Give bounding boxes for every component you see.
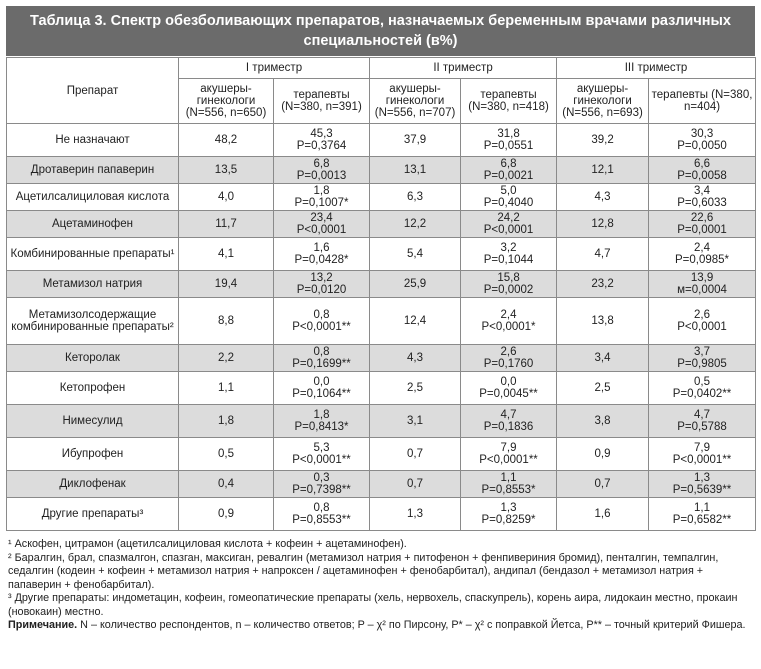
obgyn-value: 48,2 <box>179 124 274 157</box>
therapist-cell <box>649 438 756 471</box>
footnotes <box>8 538 753 633</box>
table-row <box>7 345 756 372</box>
obgyn-value: 2,2 <box>179 345 274 372</box>
p-value: P=0,6033 <box>677 197 727 209</box>
therapist-value: 0,8 <box>313 309 330 321</box>
obgyn-value: 13,1 <box>370 157 461 184</box>
trimester-2-header: II триместр <box>370 58 557 79</box>
therapist-cell <box>649 471 756 498</box>
drug-name: Диклофенак <box>7 471 179 498</box>
p-value: P=0,1699** <box>292 358 351 370</box>
therapist-cell <box>274 211 370 238</box>
obgyn-value: 0,7 <box>370 471 461 498</box>
obgyn-value: 6,3 <box>370 184 461 211</box>
therapist-cell <box>649 405 756 438</box>
obgyn-value: 3,4 <box>557 345 649 372</box>
analgesics-table <box>6 57 756 531</box>
therapist-value: 13,9 <box>690 272 714 284</box>
therapist-cell <box>649 298 756 345</box>
therapist-value: 6,6 <box>694 158 711 170</box>
obgyn-value: 0,9 <box>557 438 649 471</box>
remark-label: Примечание. <box>8 619 78 631</box>
drug-name: Нимесулид <box>7 405 179 438</box>
obgyn-value: 23,2 <box>557 271 649 298</box>
therapist-value: 45,3 <box>310 128 333 140</box>
therapist-value: 4,7 <box>694 409 711 421</box>
therapist-cell <box>274 238 370 271</box>
p-value: P=0,1064** <box>292 388 351 400</box>
p-value: P=0,0120 <box>296 284 347 296</box>
obgyn-value: 4,3 <box>370 345 461 372</box>
therapist-cell <box>461 471 557 498</box>
subcol-header: терапевты (N=380, n=391) <box>274 79 370 124</box>
therapist-value: 0,0 <box>313 376 330 388</box>
obgyn-value: 37,9 <box>370 124 461 157</box>
therapist-value: 1,1 <box>694 502 711 514</box>
therapist-value: 0,8 <box>313 346 330 358</box>
drug-header: Препарат <box>7 58 179 124</box>
p-value: P=0,0402** <box>672 388 732 400</box>
obgyn-value: 4,7 <box>557 238 649 271</box>
drug-name: Не назначают <box>7 124 179 157</box>
p-value: P=0,8553* <box>481 484 536 496</box>
therapist-cell <box>461 271 557 298</box>
therapist-cell <box>649 345 756 372</box>
obgyn-value: 2,5 <box>557 372 649 405</box>
p-value: P=0,0428* <box>294 254 349 266</box>
p-value: P=0,0985* <box>675 254 730 266</box>
therapist-value: 3,4 <box>694 185 711 197</box>
p-value: P<0,0001* <box>481 321 536 333</box>
therapist-value: 15,8 <box>497 272 520 284</box>
p-value: P=0,7398** <box>292 484 351 496</box>
therapist-cell <box>274 405 370 438</box>
therapist-value: 2,4 <box>694 242 711 254</box>
p-value: P=0,0551 <box>483 140 534 152</box>
drug-name: Ибупрофен <box>7 438 179 471</box>
trimester-1-header: I триместр <box>179 58 370 79</box>
drug-name: Комбинированные препараты¹ <box>7 238 179 271</box>
therapist-cell <box>274 298 370 345</box>
table-row <box>7 405 756 438</box>
therapist-value: 23,4 <box>310 212 333 224</box>
obgyn-value: 1,8 <box>179 405 274 438</box>
therapist-cell <box>461 184 557 211</box>
subcol-header: терапевты (N=380, n=418) <box>461 79 557 124</box>
therapist-value: 7,9 <box>694 442 711 454</box>
therapist-value: 31,8 <box>497 128 520 140</box>
therapist-value: 0,3 <box>313 472 330 484</box>
table-row <box>7 372 756 405</box>
subcol-header: акушеры-гинекологи (N=556, n=707) <box>370 79 461 124</box>
therapist-cell <box>274 498 370 531</box>
obgyn-value: 1,6 <box>557 498 649 531</box>
obgyn-value: 39,2 <box>557 124 649 157</box>
therapist-value: 1,3 <box>694 472 711 484</box>
therapist-cell <box>461 345 557 372</box>
obgyn-value: 3,1 <box>370 405 461 438</box>
therapist-cell <box>461 298 557 345</box>
therapist-value: 2,6 <box>500 346 517 358</box>
obgyn-value: 12,2 <box>370 211 461 238</box>
drug-name: Кетопрофен <box>7 372 179 405</box>
obgyn-value: 0,4 <box>179 471 274 498</box>
p-value: P<0,0001** <box>479 454 538 466</box>
drug-name: Ацетаминофен <box>7 211 179 238</box>
obgyn-value: 0,5 <box>179 438 274 471</box>
obgyn-value: 13,5 <box>179 157 274 184</box>
drug-name: Кеторолак <box>7 345 179 372</box>
therapist-value: 1,6 <box>313 242 330 254</box>
therapist-cell <box>274 184 370 211</box>
p-value: P=0,8553** <box>292 514 351 526</box>
therapist-value: 0,5 <box>694 376 711 388</box>
therapist-value: 4,7 <box>500 409 517 421</box>
p-value: P=0,3764 <box>296 140 347 152</box>
obgyn-value: 12,4 <box>370 298 461 345</box>
p-value: P=0,0002 <box>483 284 534 296</box>
therapist-value: 1,8 <box>313 185 330 197</box>
therapist-value: 2,4 <box>500 309 517 321</box>
therapist-cell <box>649 124 756 157</box>
therapist-value: 5,0 <box>500 185 517 197</box>
obgyn-value: 12,1 <box>557 157 649 184</box>
therapist-value: 24,2 <box>497 212 520 224</box>
therapist-cell <box>649 238 756 271</box>
therapist-value: 0,8 <box>313 502 330 514</box>
p-value: P=0,6582** <box>672 514 732 526</box>
subcol-header: акушеры-гинекологи (N=556, n=693) <box>557 79 649 124</box>
p-value: P=0,8259* <box>481 514 536 526</box>
drug-name: Другие препараты³ <box>7 498 179 531</box>
therapist-cell <box>461 238 557 271</box>
drug-name: Дротаверин папаверин <box>7 157 179 184</box>
therapist-cell <box>649 271 756 298</box>
table-row <box>7 157 756 184</box>
p-value: P=0,0001 <box>677 224 727 236</box>
table-row <box>7 211 756 238</box>
p-value: P<0,0001 <box>296 224 347 236</box>
table-row <box>7 471 756 498</box>
therapist-value: 5,3 <box>313 442 330 454</box>
therapist-cell <box>649 157 756 184</box>
therapist-cell <box>461 124 557 157</box>
table-row <box>7 184 756 211</box>
therapist-value: 30,3 <box>690 128 714 140</box>
p-value: P=0,4040 <box>483 197 534 209</box>
therapist-cell <box>461 157 557 184</box>
therapist-cell <box>461 438 557 471</box>
footnote: ² Баралгин, брал, спазмалгон, спазган, максиган, ревалгин (метамизол натрия + питофенон + фенпивериния бромид), пенталгин, темпалгин, седалгин (кодеин + кофеин + метамизол натрия + напроксен / ацетаминофен + фенобарбитал), андипал (бендазол + метамизол натрия + папаверин + фенобарбитал). <box>8 551 719 591</box>
obgyn-value: 4,3 <box>557 184 649 211</box>
p-value: P=0,0013 <box>296 170 347 182</box>
table-row <box>7 498 756 531</box>
therapist-value: 6,8 <box>313 158 330 170</box>
remark-text: N – количество респондентов, n – количество ответов; P – χ² по Пирсону, P* – χ² с поправкой Йетса, P** – точный критерий Фишера. <box>80 619 746 631</box>
subcol-header: терапевты (N=380, n=404) <box>649 79 756 124</box>
therapist-cell <box>461 405 557 438</box>
subcol-header: акушеры-гинекологи (N=556, n=650) <box>179 79 274 124</box>
table-row <box>7 271 756 298</box>
therapist-value: 1,8 <box>313 409 330 421</box>
therapist-value: 13,2 <box>310 272 333 284</box>
therapist-cell <box>461 211 557 238</box>
p-value: P<0,0001 <box>677 321 727 333</box>
table-row <box>7 438 756 471</box>
therapist-value: 6,8 <box>500 158 517 170</box>
p-value: P=0,8413* <box>294 421 349 433</box>
table-row <box>7 238 756 271</box>
therapist-cell <box>274 271 370 298</box>
obgyn-value: 19,4 <box>179 271 274 298</box>
therapist-value: 2,6 <box>694 309 711 321</box>
p-value: P=0,0045** <box>479 388 538 400</box>
therapist-value: 1,3 <box>500 502 517 514</box>
p-value: P=0,0058 <box>677 170 727 182</box>
obgyn-value: 3,8 <box>557 405 649 438</box>
therapist-cell <box>274 471 370 498</box>
obgyn-value: 25,9 <box>370 271 461 298</box>
therapist-cell <box>274 124 370 157</box>
therapist-value: 3,7 <box>694 346 711 358</box>
trimester-3-header: III триместр <box>557 58 756 79</box>
p-value: P<0,0001** <box>672 454 732 466</box>
p-value: P=0,1760 <box>483 358 534 370</box>
obgyn-value: 2,5 <box>370 372 461 405</box>
therapist-value: 7,9 <box>500 442 517 454</box>
remark <box>8 619 753 633</box>
obgyn-value: 1,3 <box>370 498 461 531</box>
therapist-cell <box>461 498 557 531</box>
footnote: ³ Другие препараты: индометацин, кофеин, гомеопатические препараты (хель, нервохель, спаскупрель), корень аира, лидокаин местно, прокаин (новокаин) местно. <box>8 592 738 618</box>
p-value: P=0,9805 <box>677 358 727 370</box>
therapist-cell <box>461 372 557 405</box>
obgyn-value: 1,1 <box>179 372 274 405</box>
obgyn-value: 4,1 <box>179 238 274 271</box>
therapist-cell <box>274 157 370 184</box>
obgyn-value: 4,0 <box>179 184 274 211</box>
therapist-cell <box>274 438 370 471</box>
therapist-cell <box>649 211 756 238</box>
p-value: P<0,0001 <box>483 224 534 236</box>
p-value: м=0,0004 <box>677 284 727 296</box>
therapist-cell <box>274 372 370 405</box>
p-value: P=0,1836 <box>483 421 534 433</box>
table-row <box>7 298 756 345</box>
obgyn-value: 5,4 <box>370 238 461 271</box>
footnote: ¹ Аскофен, цитрамон (ацетилсалициловая кислота + кофеин + ацетаминофен). <box>8 538 407 550</box>
therapist-value: 3,2 <box>500 242 517 254</box>
drug-name: Метамизолсодержащие комбинированные препараты² <box>7 298 179 345</box>
p-value: P=0,0021 <box>483 170 534 182</box>
drug-name: Ацетилсалициловая кислота <box>7 184 179 211</box>
table-title: Таблица 3. Спектр обезболивающих препаратов, назначаемых беременным врачами различных специальностей (в%) <box>6 6 755 56</box>
p-value: P=0,1007* <box>294 197 349 209</box>
p-value: P<0,0001** <box>292 454 351 466</box>
therapist-value: 22,6 <box>690 212 714 224</box>
therapist-value: 0,0 <box>500 376 517 388</box>
drug-name: Метамизол натрия <box>7 271 179 298</box>
p-value: P=0,1044 <box>483 254 534 266</box>
therapist-cell <box>274 345 370 372</box>
p-value: P=0,5639** <box>672 484 732 496</box>
table-row <box>7 124 756 157</box>
obgyn-value: 11,7 <box>179 211 274 238</box>
obgyn-value: 8,8 <box>179 298 274 345</box>
p-value: P=0,0050 <box>677 140 727 152</box>
therapist-value: 1,1 <box>500 472 517 484</box>
obgyn-value: 13,8 <box>557 298 649 345</box>
p-value: P<0,0001** <box>292 321 351 333</box>
therapist-cell <box>649 372 756 405</box>
obgyn-value: 12,8 <box>557 211 649 238</box>
obgyn-value: 0,7 <box>370 438 461 471</box>
p-value: P=0,5788 <box>677 421 727 433</box>
therapist-cell <box>649 498 756 531</box>
therapist-cell <box>649 184 756 211</box>
obgyn-value: 0,9 <box>179 498 274 531</box>
obgyn-value: 0,7 <box>557 471 649 498</box>
